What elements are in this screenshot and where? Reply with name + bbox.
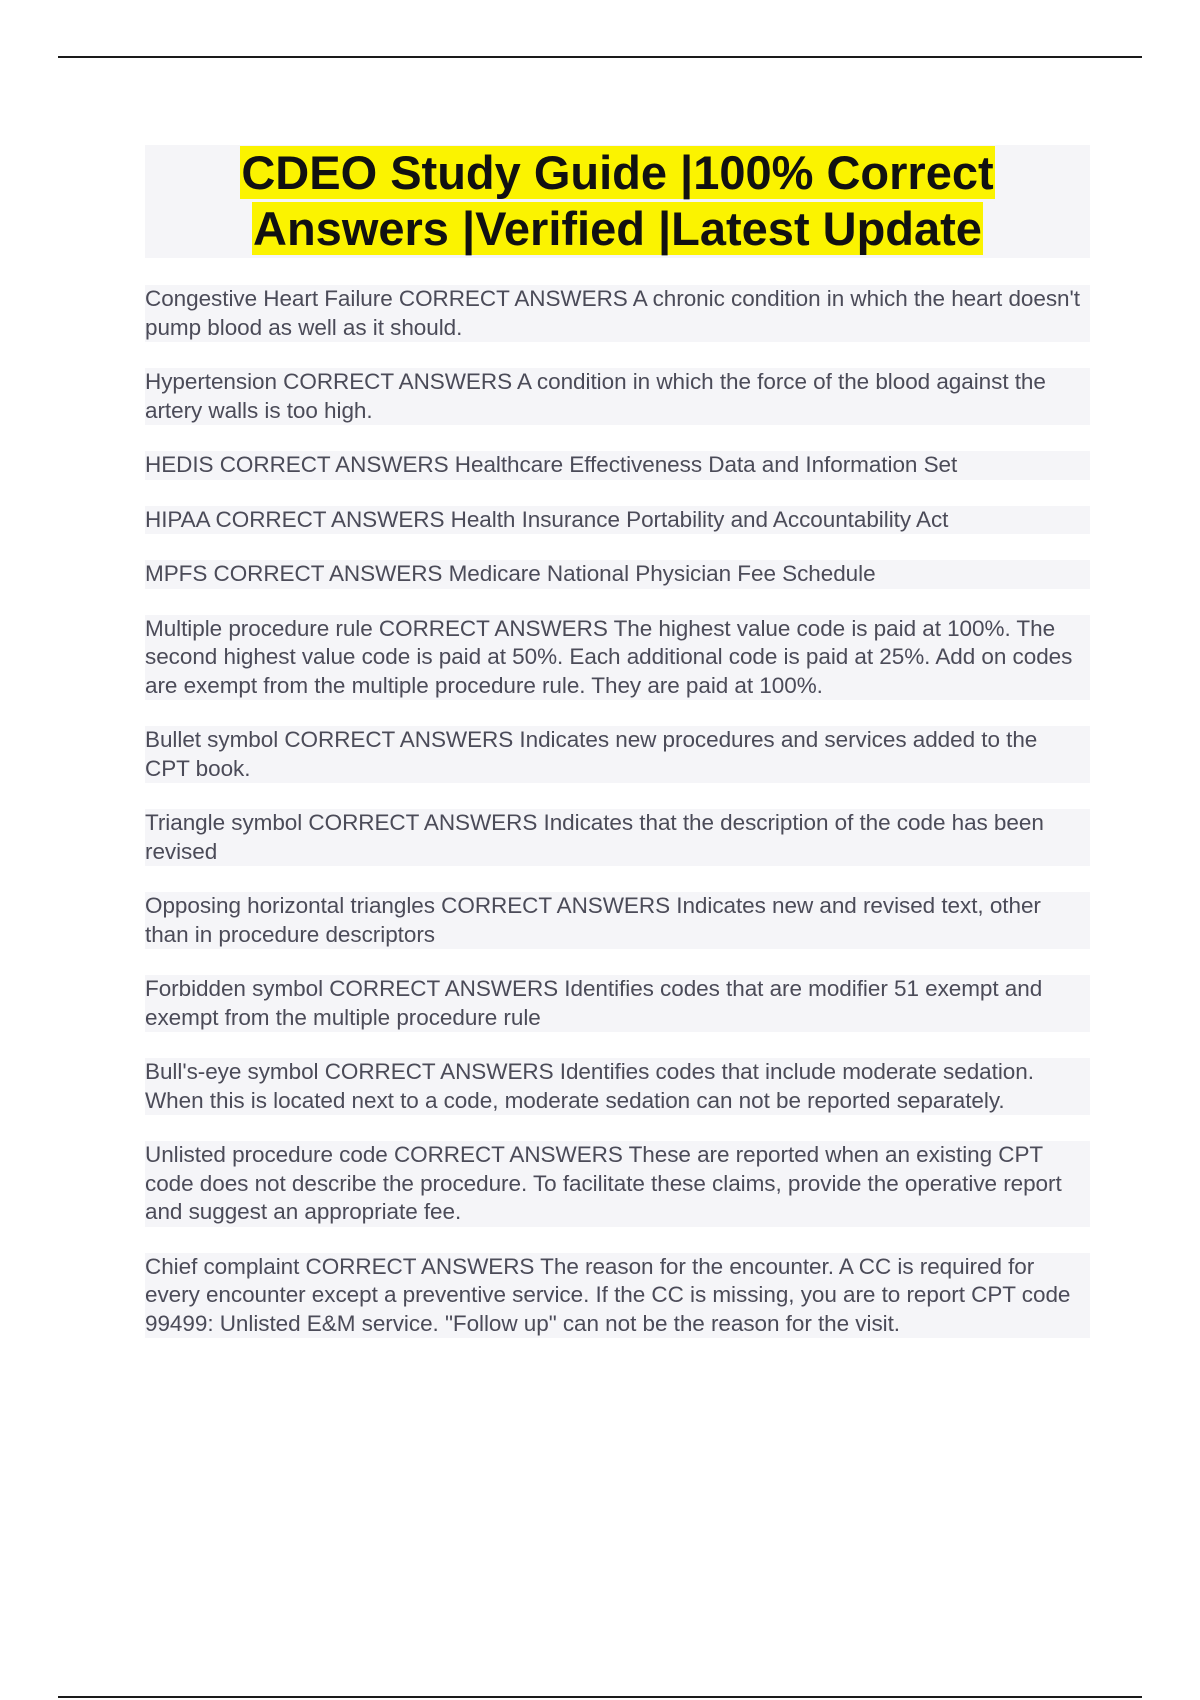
footer-rule: [58, 1696, 1142, 1698]
qa-item-chief-complaint: Chief complaint CORRECT ANSWERS The reason for the encounter. A CC is required for every encounter except a preventive service. If the CC is missing, you are to report CPT code 99499: Unlisted E&M service. "Follow up" can not be the reason for the visit.: [145, 1253, 1090, 1339]
document-title: [145, 145, 1090, 257]
qa-item-congestive-heart-failure: Congestive Heart Failure CORRECT ANSWERS A chronic condition in which the heart doesn't pump blood as well as it should.: [145, 285, 1090, 342]
document-body: [145, 145, 1090, 1364]
header-rule: [58, 56, 1142, 58]
title-line-2: Answers |Verified |Latest Update: [253, 202, 982, 255]
qa-item-hypertension: Hypertension CORRECT ANSWERS A condition in which the force of the blood against the artery walls is too high.: [145, 368, 1090, 425]
document-title-block: [145, 145, 1090, 258]
qa-item-triangle-symbol: Triangle symbol CORRECT ANSWERS Indicates that the description of the code has been revised: [145, 809, 1090, 866]
qa-item-opposing-triangles: Opposing horizontal triangles CORRECT ANSWERS Indicates new and revised text, other than in procedure descriptors: [145, 892, 1090, 949]
qa-item-bullet-symbol: Bullet symbol CORRECT ANSWERS Indicates new procedures and services added to the CPT book.: [145, 726, 1090, 783]
qa-item-multiple-procedure-rule: Multiple procedure rule CORRECT ANSWERS The highest value code is paid at 100%. The second highest value code is paid at 50%. Each additional code is paid at 25%. Add on codes are exempt from the multiple procedure rule. They are paid at 100%.: [145, 615, 1090, 701]
qa-item-bulls-eye-symbol: Bull's-eye symbol CORRECT ANSWERS Identifies codes that include moderate sedation. When this is located next to a code, moderate sedation can not be reported separately.: [145, 1058, 1090, 1115]
qa-list: [145, 285, 1090, 1338]
qa-item-unlisted-procedure-code: Unlisted procedure code CORRECT ANSWERS These are reported when an existing CPT code does not describe the procedure. To facilitate these claims, provide the operative report and suggest an appropriate fee.: [145, 1141, 1090, 1227]
qa-item-hedis: HEDIS CORRECT ANSWERS Healthcare Effectiveness Data and Information Set: [145, 451, 1090, 480]
qa-item-mpfs: MPFS CORRECT ANSWERS Medicare National Physician Fee Schedule: [145, 560, 1090, 589]
title-line-1: CDEO Study Guide |100% Correct: [241, 146, 994, 199]
qa-item-hipaa: HIPAA CORRECT ANSWERS Health Insurance Portability and Accountability Act: [145, 506, 1090, 535]
qa-item-forbidden-symbol: Forbidden symbol CORRECT ANSWERS Identifies codes that are modifier 51 exempt and exempt from the multiple procedure rule: [145, 975, 1090, 1032]
